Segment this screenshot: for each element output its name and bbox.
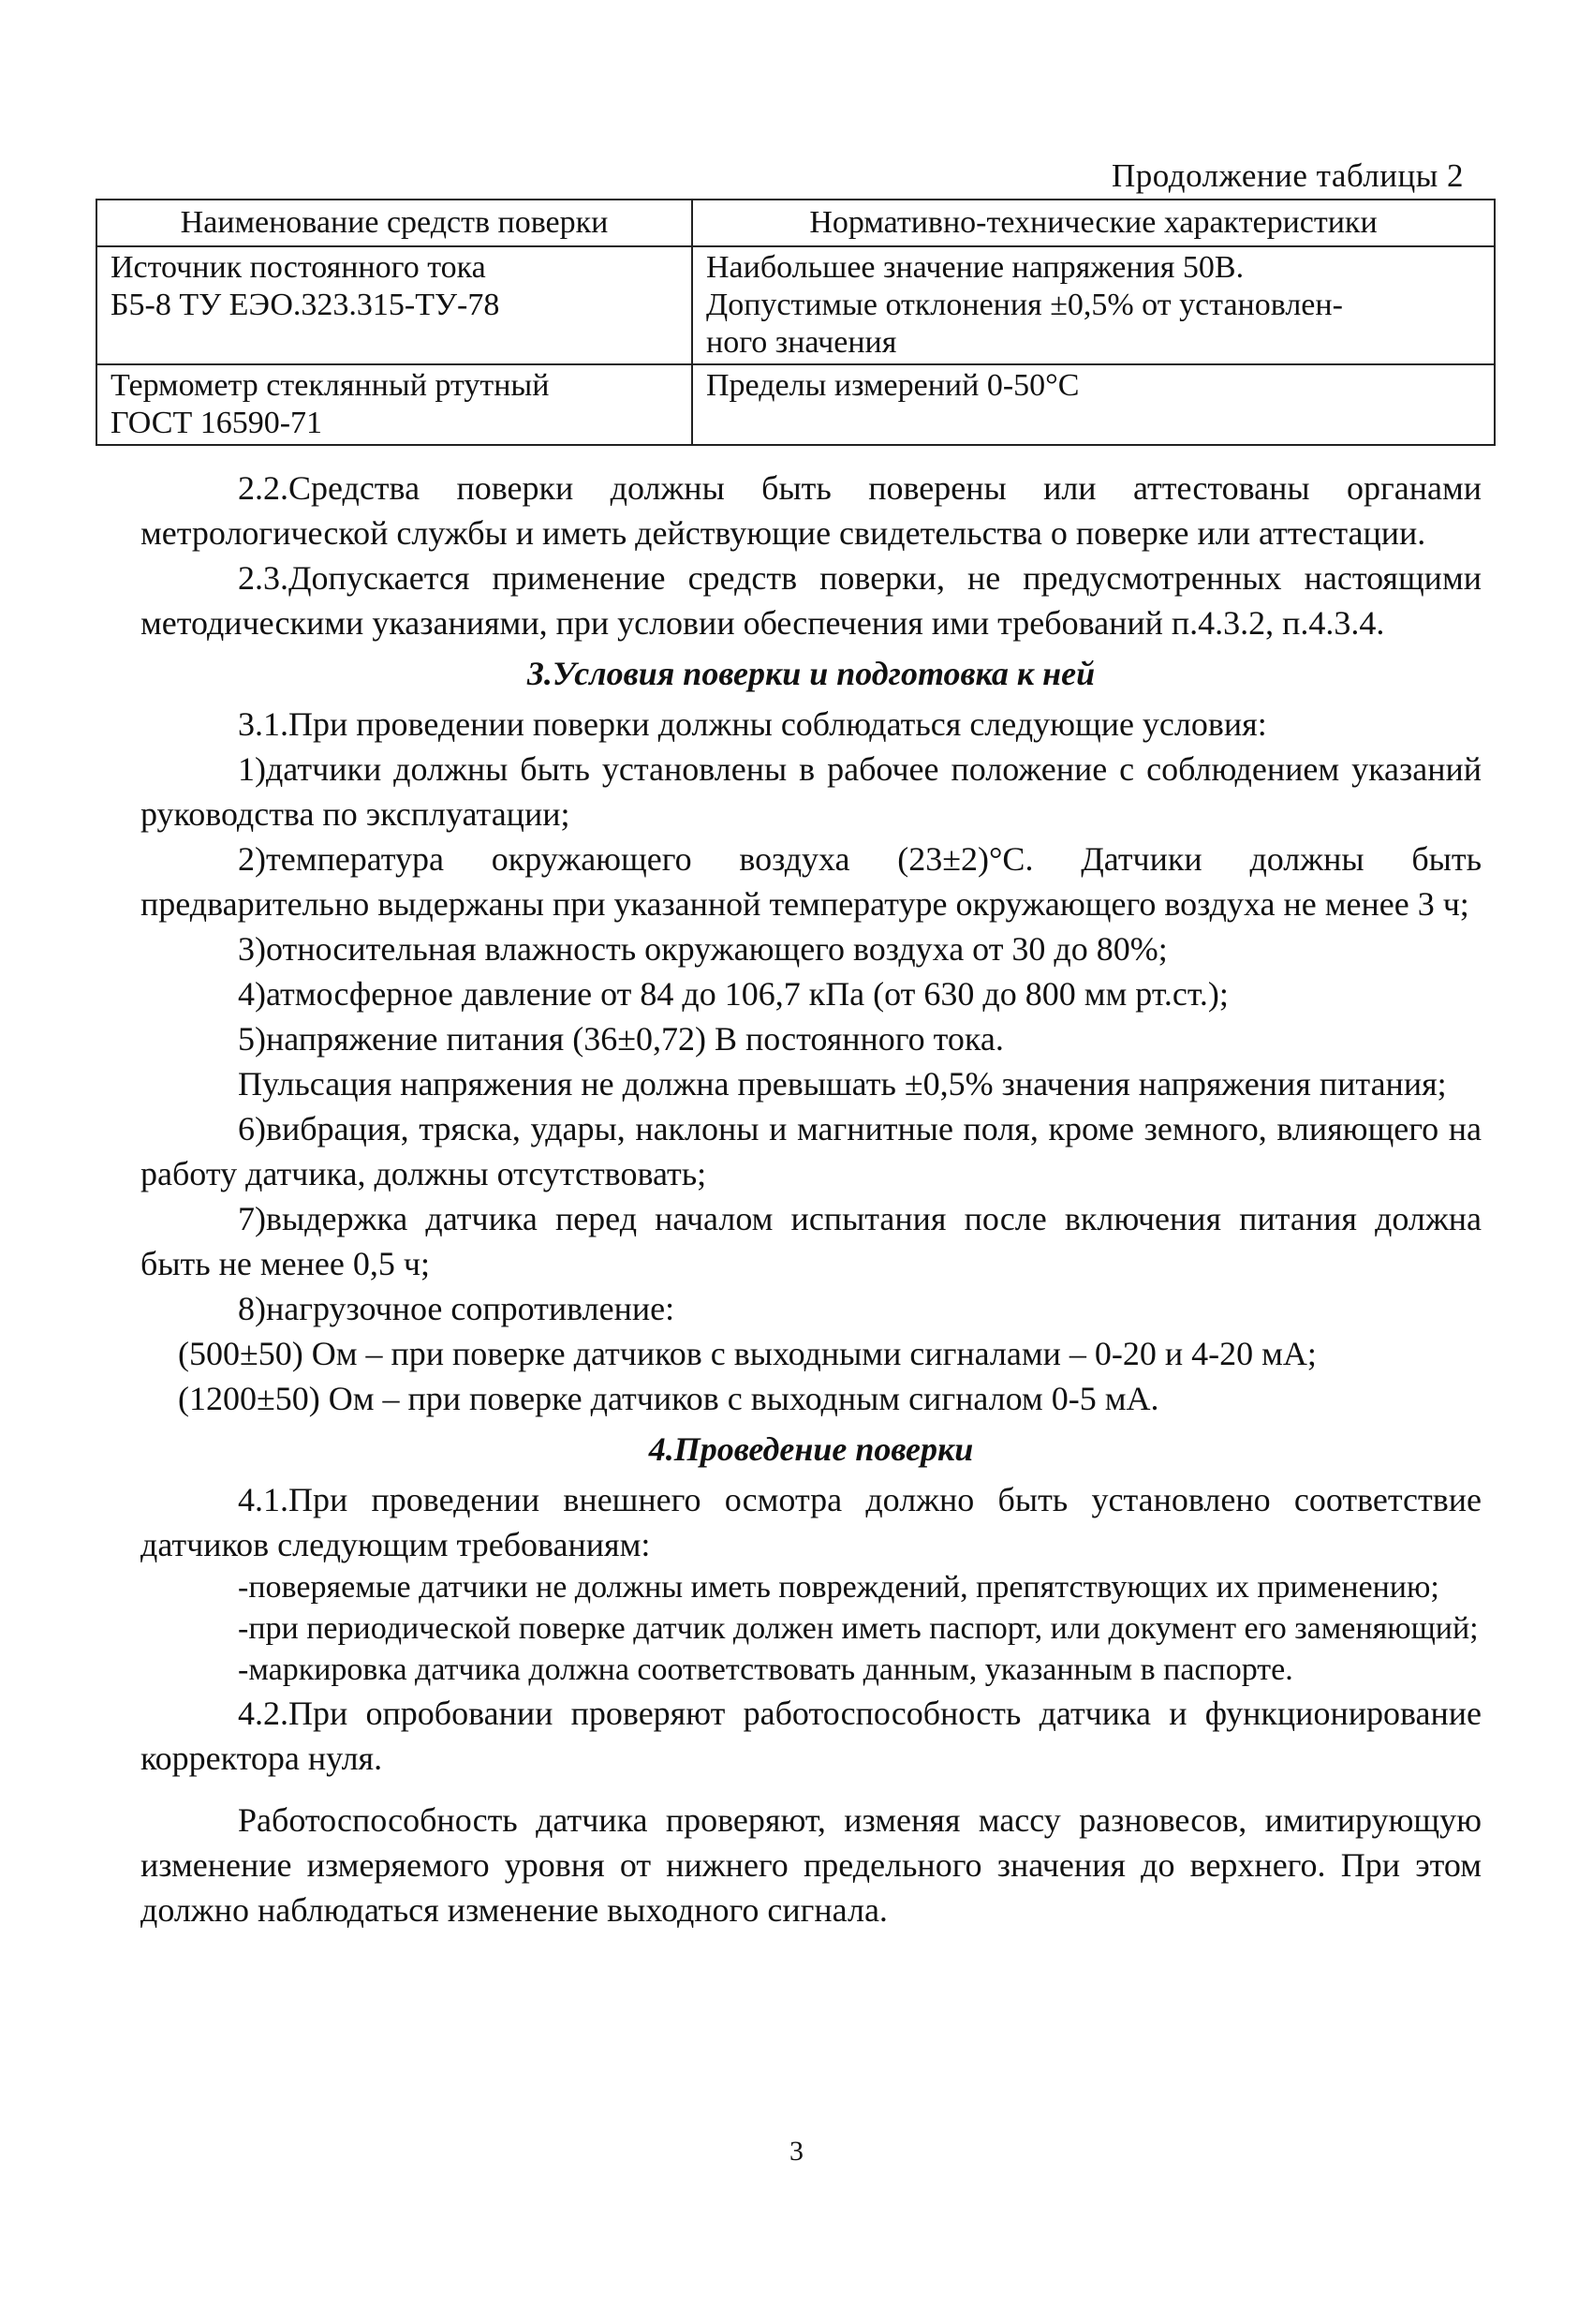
condition-item-2: 2)температура окружающего воздуха (23±2)°С. Датчики должны быть предварительно выдержаны при указанной температуре окружающего воздуха не менее 3 ч; xyxy=(140,840,1482,923)
paragraph-operability: Работоспособность датчика проверяют, изменяя массу разновесов, имитирующую изменение измеряемого уровня от нижнего предельного значения до верхнего. При этом должно наблюдаться изменение выходного сигнала. xyxy=(140,1801,1482,1929)
table-row xyxy=(96,364,1495,445)
table-cell-spec xyxy=(692,364,1495,445)
table-continuation-caption: Продолжение таблицы 2 xyxy=(1112,157,1464,194)
column-header-name: Наименование средств поверки xyxy=(96,200,692,246)
cell-line: Термометр стеклянный ртутный xyxy=(111,368,550,403)
section-heading-4: 4.Проведение поверки xyxy=(648,1430,974,1468)
paragraph-3-1: 3.1.При проведении поверки должны соблюдаться следующие условия: xyxy=(238,705,1267,743)
table-row xyxy=(96,246,1495,364)
paragraph-2-2: 2.2.Средства поверки должны быть поверены или аттестованы органами метрологической службы и иметь действующие свидетельства о поверке или аттестации. xyxy=(140,469,1482,552)
table-cell-spec xyxy=(692,246,1495,364)
paragraph-4-2: 4.2.При опробовании проверяют работоспособность датчика и функционирование корректора нуля. xyxy=(140,1695,1482,1777)
paragraph-gap xyxy=(140,1781,1482,1798)
condition-item-3: 3)относительная влажность окружающего воздуха от 30 до 80%; xyxy=(238,930,1168,968)
condition-item-6: 6)вибрация, тряска, удары, наклоны и магнитные поля, кроме земного, влияющего на работу датчика, должны отсутствовать; xyxy=(140,1110,1482,1192)
cell-line: Наибольшее значение напряжения 50В. xyxy=(706,250,1245,285)
page-number: 3 xyxy=(789,2136,804,2167)
requirement-item-3: -маркировка датчика должна соответствовать данным, указанным в паспорте. xyxy=(238,1652,1293,1687)
verification-tools-table xyxy=(96,199,1496,446)
cell-line: ного значения xyxy=(706,325,897,360)
document-body xyxy=(140,466,1482,1932)
table-header-row xyxy=(96,200,1495,246)
cell-line: Источник постоянного тока xyxy=(111,250,486,285)
condition-item-4: 4)атмосферное давление от 84 до 106,7 кПа (от 630 до 800 мм рт.ст.); xyxy=(238,975,1229,1013)
condition-item-1: 1)датчики должны быть установлены в рабочее положение с соблюдением указаний руководства по эксплуатации; xyxy=(140,750,1482,833)
condition-item-5: 5)напряжение питания (36±0,72) В постоянного тока. xyxy=(238,1020,1004,1058)
table-cell-name xyxy=(96,246,692,364)
requirement-item-2: -при периодической поверке датчик должен иметь паспорт, или документ его заменяющий; xyxy=(238,1611,1479,1646)
paragraph-4-1: 4.1.При проведении внешнего осмотра должно быть установлено соответствие датчиков следующим требованиям: xyxy=(140,1481,1482,1563)
column-header-spec: Нормативно-технические характеристики xyxy=(692,200,1495,246)
load-resistance-line-1: (500±50) Ом – при поверке датчиков с выходными сигналами – 0-20 и 4-20 мА; xyxy=(178,1335,1317,1372)
condition-item-7: 7)выдержка датчика перед началом испытания после включения питания должна быть не менее 0,5 ч; xyxy=(140,1200,1482,1282)
paragraph-2-3: 2.3.Допускается применение средств поверки, не предусмотренных настоящими методическими указаниями, при условии обеспечения ими требований п.4.3.2, п.4.3.4. xyxy=(140,559,1482,642)
cell-line: Б5-8 ТУ ЕЭО.323.315-ТУ-78 xyxy=(111,288,500,322)
cell-line: Пределы измерений 0-50°С xyxy=(706,368,1080,403)
condition-item-8: 8)нагрузочное сопротивление: xyxy=(238,1290,675,1327)
cell-line: ГОСТ 16590-71 xyxy=(111,406,323,440)
section-heading-3: 3.Условия поверки и подготовка к ней xyxy=(526,655,1096,692)
cell-line: Допустимые отклонения ±0,5% от установлен- xyxy=(706,288,1343,322)
load-resistance-line-2: (1200±50) Ом – при поверке датчиков с выходным сигналом 0-5 мА. xyxy=(178,1380,1159,1417)
table-cell-name xyxy=(96,364,692,445)
condition-item-5-note: Пульсация напряжения не должна превышать ±0,5% значения напряжения питания; xyxy=(238,1065,1447,1103)
requirement-item-1: -поверяемые датчики не должны иметь повреждений, препятствующих их применению; xyxy=(238,1570,1439,1605)
